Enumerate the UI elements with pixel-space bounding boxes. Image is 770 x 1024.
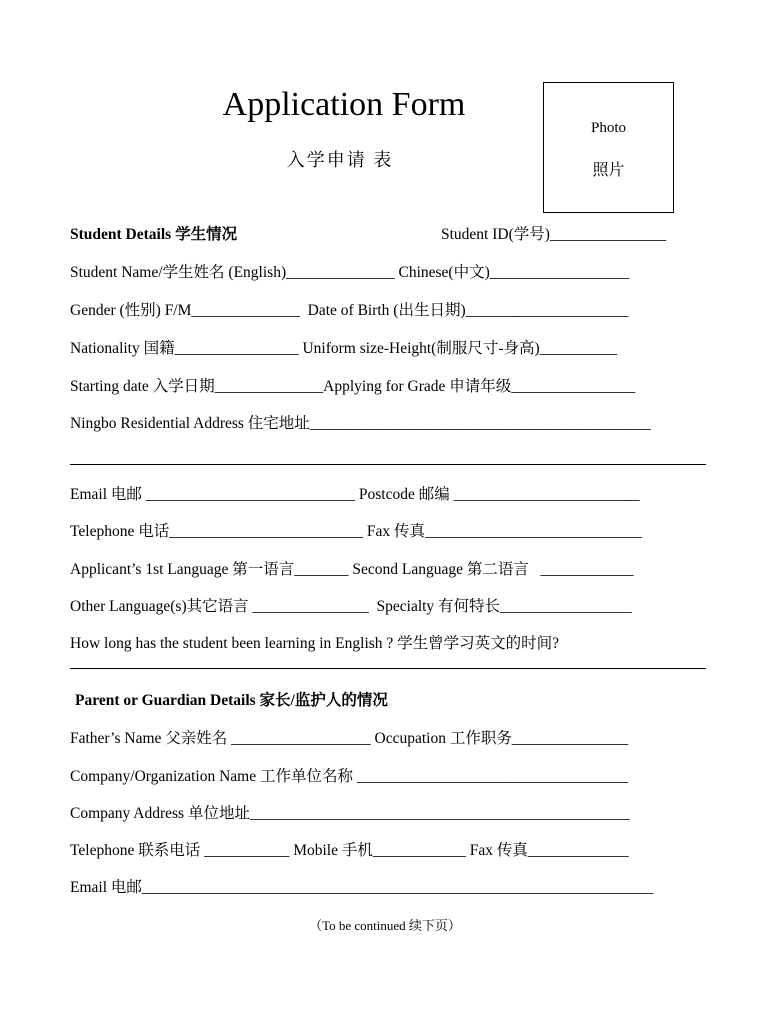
photo-label-cn: 照片 (592, 162, 625, 179)
photo-box (543, 82, 674, 213)
student-id-field[interactable]: Student ID(学号)_______________ (441, 226, 667, 243)
parent-email-field[interactable]: Email 电邮__________________________________________________________________ (70, 879, 654, 896)
company-name-field[interactable]: Company/Organization Name 工作单位名称 ___________________________________ (70, 768, 629, 785)
continued-note: （To be continued 续下页） (309, 918, 461, 933)
parent-contact-field[interactable]: Telephone 联系电话 ___________ Mobile 手机____________ Fax 传真_____________ (70, 842, 629, 859)
nationality-uniform-field[interactable]: Nationality 国籍________________ Uniform size-Height(制服尺寸-身高)__________ (70, 340, 618, 357)
email-postcode-field[interactable]: Email 电邮 ___________________________ Postcode 邮编 ________________________ (70, 486, 640, 503)
english-duration-answer-line[interactable] (70, 668, 706, 669)
starting-date-grade-field[interactable]: Starting date 入学日期______________Applying for Grade 申请年级________________ (70, 378, 636, 395)
father-name-occupation-field[interactable]: Father’s Name 父亲姓名 __________________ Occupation 工作职务_______________ (70, 730, 629, 747)
english-duration-question: How long has the student been learning in English ? 学生曾学习英文的时间? (70, 635, 560, 652)
other-language-specialty-field[interactable]: Other Language(s)其它语言 _______________ Specialty 有何特长_________________ (70, 598, 632, 615)
form-title: Application Form (222, 86, 466, 123)
languages-field[interactable]: Applicant’s 1st Language 第一语言_______ Second Language 第二语言 ____________ (70, 561, 634, 578)
gender-dob-field[interactable]: Gender (性别) F/M______________ Date of Birth (出生日期)_____________________ (70, 302, 629, 319)
telephone-fax-field[interactable]: Telephone 电话_________________________ Fax 传真____________________________ (70, 523, 642, 540)
address-continuation-line[interactable] (70, 464, 706, 465)
student-name-field[interactable]: Student Name/学生姓名 (English)______________ Chinese(中文)__________________ (70, 264, 630, 281)
company-address-field[interactable]: Company Address 单位地址_________________________________________________ (70, 805, 630, 822)
parent-details-heading: Parent or Guardian Details 家长/监护人的情况 (75, 692, 388, 709)
photo-label: Photo (590, 120, 626, 136)
form-subtitle: 入学申请 表 (286, 150, 394, 170)
student-details-heading: Student Details 学生情况 (70, 226, 238, 243)
residential-address-field[interactable]: Ningbo Residential Address 住宅地址____________________________________________ (70, 415, 651, 432)
